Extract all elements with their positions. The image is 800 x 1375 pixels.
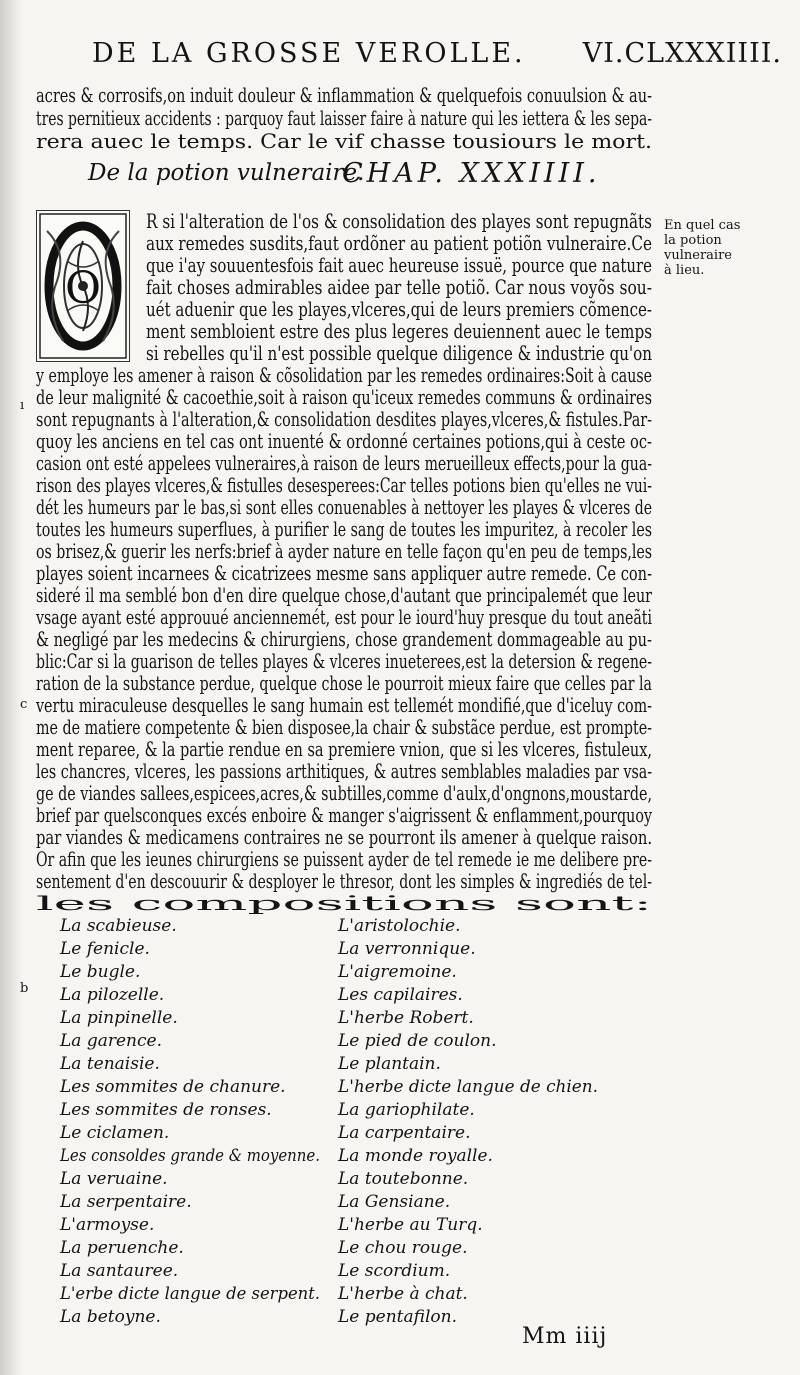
list-item: La Gensiane. xyxy=(338,1192,451,1212)
text-line: ge de viandes sallees,espicees,acres,& subtilles,comme d'aulx,d'ongnons,moustarde, xyxy=(36,781,652,805)
text-line: sont repugnants à l'alteration,& consolidation desdites playes,vlceres,& fistules.Par- xyxy=(36,407,652,431)
running-header xyxy=(92,38,782,72)
text-line: les compositions sont: xyxy=(36,891,652,915)
text-line: sideré il ma semblé bon d'en dire quelque chose,d'autant que principalemét que leur xyxy=(36,583,652,607)
text-line: fait choses admirables aidee par telle potiõ. Car nous voyõs sou- xyxy=(146,275,652,299)
text-line: sentement d'en descouurir & desployer le thresor, dont les simples & ingrediés de tel- xyxy=(36,869,652,893)
list-item: Le chou rouge. xyxy=(338,1238,468,1258)
margin-note-line: En quel cas xyxy=(664,218,741,233)
text-line: que i'ay souuentesfois fait auec heureuse issuë, pource que nature xyxy=(146,253,652,277)
text-line: rera auec le temps. Car le vif chasse tousiours le mort. xyxy=(36,129,652,153)
running-title: DE LA GROSSE VEROLLE. xyxy=(92,38,526,69)
list-item: Le fenicle. xyxy=(60,939,150,959)
text-line: toutes les humeurs superflues, à purifier le sang de toutes les impuritez, à recoler les xyxy=(36,517,652,541)
gutter-shadow xyxy=(0,0,25,1375)
list-item: La carpentaire. xyxy=(338,1123,471,1143)
list-item: La pilozelle. xyxy=(60,985,165,1005)
text-line: les chancres, vlceres, les passions arthitiques, & autres semblables maladies par vsa- xyxy=(36,759,652,783)
text-line: si rebelles qu'il n'est possible quelque diligence & industrie qu'on xyxy=(146,341,652,365)
list-item: L'aristolochie. xyxy=(338,916,461,936)
margin-note-line: vulneraire xyxy=(664,248,732,263)
list-item: Le pied de coulon. xyxy=(338,1031,497,1051)
text-line: uét aduenir que les playes,vlceres,qui de leurs premiers cõmence- xyxy=(146,297,652,321)
list-item: La garence. xyxy=(60,1031,162,1051)
list-item: La toutebonne. xyxy=(338,1169,469,1189)
list-item: Les consoldes grande & moyenne. xyxy=(60,1146,320,1166)
list-item: L'armoyse. xyxy=(60,1215,155,1235)
list-item: La verronnique. xyxy=(338,939,476,959)
text-line: brief par quelsconques excés enboire & manger s'aigrissent & enflamment,pourquoy xyxy=(36,803,652,827)
list-item: La pinpinelle. xyxy=(60,1008,178,1028)
text-line: os brisez,& guerir les nerfs:brief à ayder nature en telle façon qu'en peu de temps,les xyxy=(36,539,652,563)
text-line: vertu miraculeuse desquelles le sang humain est tellemét mondifié,que d'iceluy com- xyxy=(36,693,652,717)
list-item: La monde royalle. xyxy=(338,1146,493,1166)
text-line: quoy les anciens en tel cas ont inuenté & ordonné certaines potions,qui à ceste oc- xyxy=(36,429,652,453)
text-line: casion ont esté appelees vulneraires,à raison de leurs merueilleux effects,pour la gua- xyxy=(36,451,652,475)
folio-number: VI.CLXXXIIII. xyxy=(582,38,782,69)
chapter-title: De la potion vulneraire. xyxy=(88,160,365,186)
text-line: rison des playes vlceres,& fistulles desesperees:Car telles potions bien qu'elles ne vui- xyxy=(36,473,652,497)
text-line: me de matiere competente & bien disposee,la chair & substãce perdue, est prompte- xyxy=(36,715,652,739)
list-item: Les sommites de chanure. xyxy=(60,1077,286,1097)
text-line: acres & corrosifs,on induit douleur & inflammation & quelquefois conuulsion & au- xyxy=(36,83,652,107)
text-line: ment sembloient estre des plus legeres deuiennent auec le temps xyxy=(146,319,652,343)
list-item: La betoyne. xyxy=(60,1307,161,1327)
list-item: La veruaine. xyxy=(60,1169,168,1189)
list-item: Les capilaires. xyxy=(338,985,463,1005)
decorated-initial xyxy=(36,210,130,362)
margin-reference-mark: c xyxy=(20,697,28,712)
list-item: Les sommites de ronses. xyxy=(60,1100,272,1120)
text-line: playes soient incarnees & cicatrizees mesme sans appliquer autre remede. Ce con- xyxy=(36,561,652,585)
list-item: L'erbe dicte langue de serpent. xyxy=(60,1284,320,1304)
text-line: Or afin que les ieunes chirurgiens se puissent ayder de tel remede ie me delibere pre- xyxy=(36,847,652,871)
text-line: R si l'alteration de l'os & consolidation des playes sont repugnãts xyxy=(146,209,652,233)
list-item: Le bugle. xyxy=(60,962,141,982)
chapter-number: CHAP. XXXIIII. xyxy=(342,158,601,189)
list-item: L'herbe dicte langue de chien. xyxy=(338,1077,598,1097)
list-item: La scabieuse. xyxy=(60,916,177,936)
initial-letter: O xyxy=(64,263,102,314)
list-item: La gariophilate. xyxy=(338,1100,475,1120)
signature-mark: Mm iiij xyxy=(522,1324,608,1349)
text-line: aux remedes susdits,faut ordõner au patient potiõn vulneraire.Ce xyxy=(146,231,652,255)
list-item: La tenaisie. xyxy=(60,1054,160,1074)
text-line: y employe les amener à raison & cõsolidation par les remedes ordinaires:Soit à cause xyxy=(36,363,652,387)
margin-reference-mark: ı xyxy=(20,398,25,413)
text-line: dét les humeurs par le bas,si sont elles conuenables à nettoyer les playes & vlceres de xyxy=(36,495,652,519)
margin-reference-mark: b xyxy=(20,981,29,996)
list-item: La peruenche. xyxy=(60,1238,184,1258)
text-line: de leur malignité & cacoethie,soit à raison qu'iceux remedes communs & ordinaires xyxy=(36,385,652,409)
text-line: & negligé par les medecins & chirurgiens, chose grandement dommageable au pu- xyxy=(36,627,652,651)
list-item: Le plantain. xyxy=(338,1054,441,1074)
list-item: L'herbe Robert. xyxy=(338,1008,474,1028)
margin-note-line: à lieu. xyxy=(664,263,705,278)
text-line: vsage ayant esté approuué anciennemét, est pour le iourd'huy presque du tout aneãti xyxy=(36,605,652,629)
list-item: Le pentafilon. xyxy=(338,1307,457,1327)
margin-note-line: la potion xyxy=(664,233,722,248)
text-line: ration de la substance perdue, quelque chose le pourroit mieux faire que celles par la xyxy=(36,671,652,695)
list-item: Le ciclamen. xyxy=(60,1123,170,1143)
text-line: par viandes & medicamens contraires ne se pourront ils amener à quelque raison. xyxy=(36,825,652,849)
list-item: La serpentaire. xyxy=(60,1192,192,1212)
list-item: L'herbe à chat. xyxy=(338,1284,468,1304)
list-item: L'herbe au Turq. xyxy=(338,1215,483,1235)
list-item: Le scordium. xyxy=(338,1261,451,1281)
text-line: blic:Car si la guarison de telles playes & vlceres inueterees,est la detersion & regene- xyxy=(36,649,652,673)
list-item: La santauree. xyxy=(60,1261,179,1281)
text-line: tres pernitieux accidents : parquoy faut laisser faire à nature qui les iettera & les sepa- xyxy=(36,106,652,130)
text-line: ment reparee, & la partie rendue en sa premiere vnion, que si les vlceres, fistuleux, xyxy=(36,737,652,761)
list-item: L'aigremoine. xyxy=(338,962,457,982)
ornament-icon xyxy=(37,211,129,361)
